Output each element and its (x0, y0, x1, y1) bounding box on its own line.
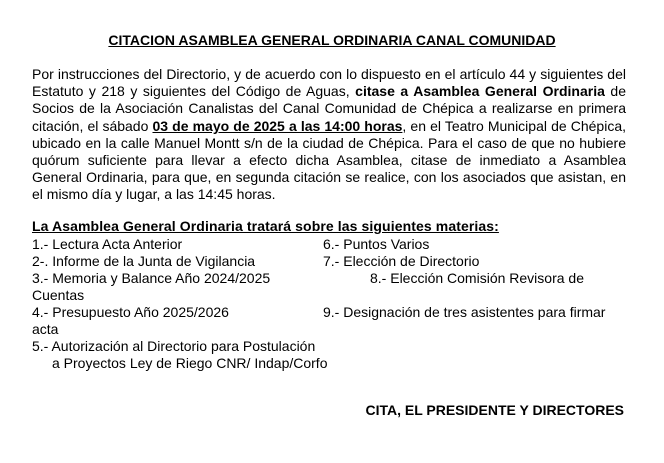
agenda-item-1: 1.- Lectura Acta Anterior (32, 236, 183, 252)
agenda-item-5-continuation: a Proyectos Ley de Riego CNR/ Indap/Corfo (52, 355, 328, 371)
agenda-item-6: 6.- Puntos Varios (323, 236, 430, 252)
agenda-item-3: 3.- Memoria y Balance Año 2024/2025 (32, 270, 271, 286)
paragraph-bold-summons: citase a Asamblea General Ordinaria (355, 83, 605, 100)
paragraph-date-time: 03 de mayo de 2025 a las 14:00 horas (152, 117, 403, 134)
agenda-item-9-continuation: acta (32, 321, 59, 337)
agenda-item-7: 7.- Elección de Directorio (323, 253, 480, 269)
citation-paragraph (32, 66, 626, 204)
agenda-heading: La Asamblea General Ordinaria tratará sobre las siguientes materias: (32, 218, 499, 234)
paragraph-text-3: , en el Teatro Municipal de Chépica, ubicado en la calle Manuel Montt s/n de la ciudad de Chépica. Para el caso de que no hubiere quórum suficiente para llevar a efecto dicha Asamblea, citase de inmediato a Asamblea General Ordinaria, para que, en segunda citación se realice, con los asociados que asistan, en el mismo día y lugar, a las 14:45 horas. (32, 117, 626, 203)
agenda-item-8: 8.- Elección Comisión Revisora de (370, 270, 584, 286)
agenda-item-9: 9.- Designación de tres asistentes para firmar (323, 304, 606, 320)
agenda-item-8-continuation: Cuentas (32, 287, 85, 303)
agenda-item-4: 4.- Presupuesto Año 2025/2026 (32, 304, 229, 320)
agenda-item-5: 5.- Autorización al Directorio para Postulación (32, 338, 316, 354)
document-title: CITACION ASAMBLEA GENERAL ORDINARIA CANAL COMUNIDAD (108, 32, 556, 48)
signature-line: CITA, EL PRESIDENTE Y DIRECTORES (365, 402, 624, 418)
paragraph-text-2: de Socios de la Asociación Canalistas del Canal Comunidad de Chépica a realizarse en primera citación, el sábado (32, 83, 626, 134)
agenda-item-2: 2-. Informe de la Junta de Vigilancia (32, 253, 256, 269)
paragraph-text-1: Por instrucciones del Directorio, y de acuerdo con lo dispuesto en el artículo 44 y siguientes del Estatuto y 218 y siguientes del Código de Aguas, (32, 66, 626, 100)
